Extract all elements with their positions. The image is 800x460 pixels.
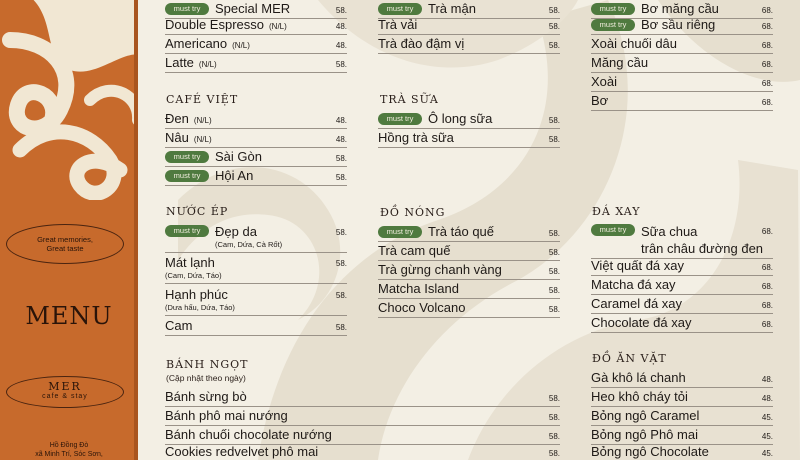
item-price: 58. [548, 229, 560, 238]
item-name: Special MER [215, 1, 291, 16]
menu-item-xoai-chuoi-dau [591, 35, 773, 54]
item-name: Trà táo quế [428, 224, 495, 239]
item-price: 68. [761, 79, 773, 88]
section-title-do-nong: ĐỒ NÓNG [380, 206, 446, 219]
item-price: 58. [335, 228, 347, 237]
tagline-badge [6, 224, 124, 264]
item-name: Heo khô cháy tỏi [591, 389, 688, 404]
item-price: 48. [761, 394, 773, 403]
section-title-do-an-vat: ĐỒ ĂN VẶT [592, 352, 667, 365]
menu-item-hong-tra-sua [378, 129, 560, 148]
item-name: Cookies redvelvet phô mai [165, 444, 319, 459]
item-price: 48. [761, 375, 773, 384]
item-name: Ô long sữa [428, 111, 493, 126]
menu-item-banh-pho-mai-nuong [165, 407, 560, 426]
item-price: 48. [335, 22, 347, 31]
item-price: 45. [761, 432, 773, 441]
menu-item-chocolate-da-xay [591, 314, 773, 333]
item-name: Choco Volcano [378, 300, 466, 315]
item-name: Sài Gòn [215, 149, 262, 164]
item-name: Matcha Island [378, 281, 459, 296]
menu-item-heo-kho-chay-toi [591, 388, 773, 407]
must-try-badge: must try [591, 3, 635, 15]
menu-item-bo [591, 92, 773, 111]
address-line-2: xã Minh Trí, Sóc Sơn, [35, 451, 103, 458]
item-name: Hội An [215, 168, 254, 183]
must-try-badge: must try [378, 226, 422, 238]
item-ingredients: (Dưa hấu, Dứa, Táo) [165, 303, 235, 312]
item-name: Gà khô lá chanh [591, 370, 686, 385]
item-name: Bơ sầu riêng [641, 17, 716, 32]
menu-item-bo-sau-rieng [591, 16, 773, 35]
item-name: Việt quất đá xay [591, 258, 684, 273]
item-price: 68. [761, 320, 773, 329]
menu-item-choco-volcano [378, 299, 560, 318]
item-price: 58. [335, 60, 347, 69]
item-price: 68. [761, 60, 773, 69]
item-name: Mát lạnh [165, 255, 215, 270]
item-name: Matcha đá xay [591, 277, 676, 292]
menu-item-den [165, 110, 347, 129]
menu-item-banh-sung-bo [165, 388, 560, 407]
item-price: 68. [761, 263, 773, 272]
section-note-banh-ngot: (Cập nhật theo ngày) [166, 373, 246, 383]
brand-subtitle: cafe & stay [42, 393, 88, 400]
tagline-line-2: Great taste [46, 244, 84, 253]
item-name-line-2: trân châu đường đen [641, 241, 764, 256]
item-price: 58. [548, 116, 560, 125]
item-price: 58. [548, 432, 560, 441]
menu-item-ga-kho-la-chanh [591, 369, 773, 388]
item-name: Bỏng ngô Phô mai [591, 427, 698, 442]
item-price: 68. [761, 227, 773, 236]
address [0, 441, 138, 459]
menu-item-sai-gon [165, 148, 347, 167]
item-name: Bỏng ngô Chocolate [591, 444, 709, 459]
item-name: Cam [165, 318, 193, 333]
tagline-line-1: Great memories, [37, 235, 93, 244]
item-price: 68. [761, 301, 773, 310]
sidebar-panel [0, 0, 138, 460]
menu-item-viet-quat-da-xay [591, 257, 773, 276]
item-name: Trà mận [428, 1, 476, 16]
item-name: Hồng trà sữa [378, 130, 454, 145]
menu-item-nau [165, 129, 347, 148]
menu-item-latte [165, 54, 347, 73]
menu-item-caramel-da-xay [591, 295, 773, 314]
item-price: 58. [548, 286, 560, 295]
item-name [165, 36, 250, 51]
section-title-tra-sua: TRÀ SỮA [380, 93, 439, 106]
item-price: 68. [761, 6, 773, 15]
mer-swirl-logo [0, 0, 138, 200]
must-try-badge: must try [591, 19, 635, 31]
item-name: Bánh sừng bò [165, 389, 247, 404]
item-name: Trà cam quế [378, 243, 451, 258]
menu-item-o-long-sua [378, 110, 560, 129]
menu-item-xoai [591, 73, 773, 92]
item-price: 68. [761, 282, 773, 291]
item-price: 58. [548, 41, 560, 50]
must-try-badge: must try [378, 113, 422, 125]
item-price: 58. [335, 291, 347, 300]
must-try-badge: must try [378, 3, 422, 15]
item-price: 58. [548, 267, 560, 276]
item-price: 48. [335, 135, 347, 144]
item-price: 58. [335, 154, 347, 163]
item-price: 58. [548, 413, 560, 422]
item-name: Bơ [591, 93, 609, 108]
menu-item-tra-vai [378, 16, 560, 35]
item-price: 58. [335, 259, 347, 268]
item-price: 58. [548, 305, 560, 314]
menu-item-double-espresso [165, 16, 347, 35]
item-name: Xoài [591, 74, 618, 89]
menu-item-bong-ngo-chocolate [591, 442, 773, 460]
menu-item-bong-ngo-caramel [591, 407, 773, 426]
item-name: Bỏng ngô Caramel [591, 408, 700, 423]
item-size: (N/L) [193, 116, 212, 125]
item-name: Hạnh phúc [165, 287, 228, 302]
section-title-cafe-viet: CAFÉ VIỆT [166, 93, 239, 106]
item-price: 68. [761, 98, 773, 107]
item-ingredients: (Cam, Dứa, Cà Rốt) [215, 240, 283, 249]
menu-item-matcha-da-xay [591, 276, 773, 295]
menu-item-hanh-phuc [165, 286, 347, 316]
item-name: Bánh chuối chocolate nướng [165, 427, 332, 442]
item-price: 58. [335, 173, 347, 182]
item-price: 58. [548, 449, 560, 458]
item-name-text: Nâu [165, 130, 189, 145]
item-name: Chocolate đá xay [591, 315, 692, 330]
item-size: (N/L) [193, 135, 212, 144]
menu-item-americano [165, 35, 347, 54]
menu-item-tra-cam-que [378, 242, 560, 261]
item-name: Măng cầu [591, 55, 649, 70]
section-title-nuoc-ep: NƯỚC ÉP [166, 205, 229, 218]
brand-badge [6, 376, 124, 408]
item-name: Đẹp da [215, 224, 257, 239]
item-size: (N/L) [269, 22, 287, 31]
menu-item-tra-dao [378, 35, 560, 54]
item-name-text: Latte [165, 55, 194, 70]
menu-item-tra-tao-que [378, 223, 560, 242]
menu-item-hoi-an [165, 167, 347, 186]
item-name [165, 17, 287, 32]
item-price: 68. [761, 22, 773, 31]
item-price: 58. [548, 135, 560, 144]
item-name-line-1: Sữa chua [641, 224, 698, 239]
item-name: Bánh phô mai nướng [165, 408, 288, 423]
menu-item-cam [165, 317, 347, 336]
must-try-badge: must try [165, 225, 209, 237]
must-try-badge: must try [165, 3, 209, 15]
item-size: (N/L) [198, 60, 217, 69]
item-name [165, 130, 212, 145]
must-try-badge: must try [165, 151, 209, 163]
section-title-da-xay: ĐÁ XAY [592, 205, 641, 218]
menu-item-tra-gung-chanh-vang [378, 261, 560, 280]
item-size: (N/L) [232, 41, 250, 50]
item-name: Bơ măng cầu [641, 1, 719, 16]
item-name: Trà gừng chanh vàng [378, 262, 502, 277]
item-name: Xoài chuối dâu [591, 36, 678, 51]
menu-item-sua-chua-tran-chau [591, 222, 773, 259]
item-name-text: Americano [165, 36, 228, 51]
must-try-badge: must try [165, 170, 209, 182]
item-price: 58. [548, 22, 560, 31]
address-line-1: Hồ Đồng Đò [49, 442, 89, 449]
item-name: Trà vải [378, 17, 418, 32]
sidebar-edge [134, 0, 138, 460]
item-price: 58. [335, 323, 347, 332]
must-try-badge: must try [591, 224, 635, 236]
item-price: 45. [761, 413, 773, 422]
item-price: 48. [335, 116, 347, 125]
item-price: 48. [335, 41, 347, 50]
section-title-banh-ngot: BÁNH NGỌT [166, 358, 249, 371]
menu-item-matcha-island [378, 280, 560, 299]
item-price: 58. [335, 6, 347, 15]
item-price: 58. [548, 248, 560, 257]
menu-item-dep-da [165, 223, 347, 253]
item-price: 68. [761, 41, 773, 50]
item-price: 45. [761, 449, 773, 458]
item-name: Trà đào đậm vị [378, 36, 465, 51]
menu-title: MENU [25, 302, 113, 330]
item-name: Caramel đá xay [591, 296, 683, 311]
item-name [165, 111, 212, 126]
menu-item-cookies-redvelvet [165, 442, 560, 460]
brand-name: MER [48, 380, 82, 393]
item-name-text: Đen [165, 111, 189, 126]
menu-item-mang-cau [591, 54, 773, 73]
menu-item-mat-lanh [165, 254, 347, 284]
item-name [165, 55, 217, 70]
item-name-text: Double Espresso [165, 17, 264, 32]
item-ingredients: (Cam, Dứa, Táo) [165, 271, 222, 280]
item-price: 58. [548, 6, 560, 15]
item-price: 58. [548, 394, 560, 403]
